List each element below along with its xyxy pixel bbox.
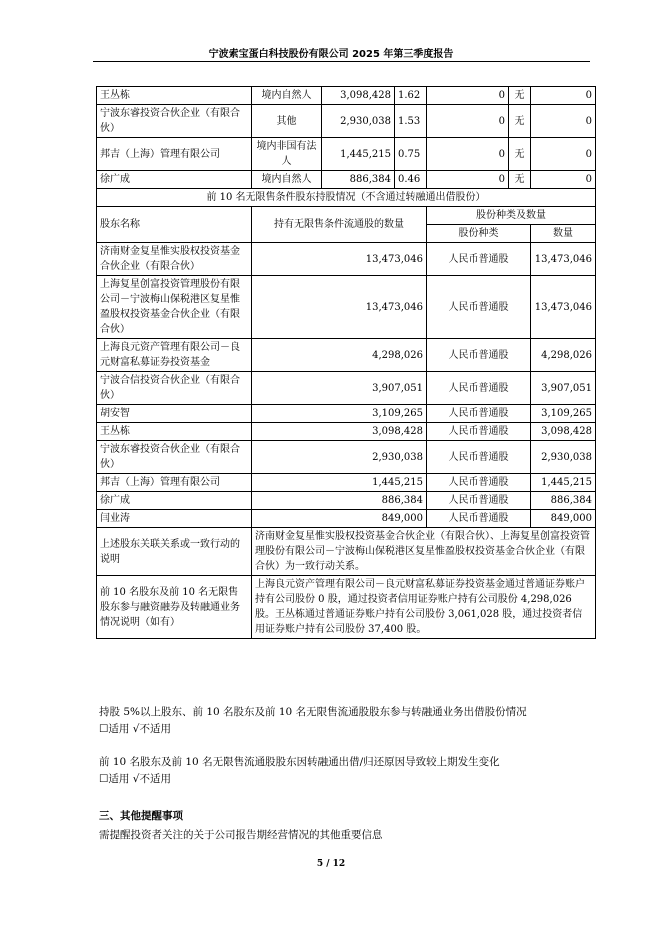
holder-name: 宁波东睿投资合伙企业（有限合伙） bbox=[97, 441, 252, 474]
share-type: 人民币普通股 bbox=[427, 405, 531, 423]
unrestricted-qty: 13,473,046 bbox=[252, 276, 427, 339]
share-type: 人民币普通股 bbox=[427, 276, 531, 339]
section-text: 需提醒投资者关注的关于公司报告期经营情况的其他重要信息 bbox=[99, 829, 383, 841]
holder-shares: 3,098,428 bbox=[322, 87, 395, 105]
holder-name: 上海复星创富投资管理股份有限公司－宁波梅山保税港区复星惟盈股权投资基金合伙企业（有限合伙） bbox=[97, 276, 252, 339]
share-qty: 4,298,026 bbox=[531, 339, 596, 372]
unrestricted-qty: 2,930,038 bbox=[252, 441, 427, 474]
unrestricted-section-title: 前 10 名无限售条件股东持股情况（不含通过转融通出借股份） bbox=[97, 189, 596, 207]
unrestricted-qty: 13,473,046 bbox=[252, 243, 427, 276]
table-row bbox=[97, 528, 596, 576]
holder-shares: 886,384 bbox=[322, 171, 395, 189]
unrestricted-qty: 3,109,265 bbox=[252, 405, 427, 423]
share-qty: 3,907,051 bbox=[531, 372, 596, 405]
unrestricted-qty: 886,384 bbox=[252, 492, 427, 510]
pledge-status: 无 bbox=[509, 171, 531, 189]
holder-nature: 其他 bbox=[252, 105, 322, 138]
note-text: 上海良元资产管理有限公司－良元财富私募证券投资基金通过普通证券账户持有公司股份 0 股，通过投资者信用证券账户持有公司股份 4,298,026 股。王丛栋通过普通证券账户持有公司股份 3,061,028 股，通过投资者信用证券账户持有公司股份 37,400 股。 bbox=[252, 576, 596, 639]
table-row bbox=[97, 423, 596, 441]
shareholder-table bbox=[96, 86, 596, 639]
unrestricted-qty: 3,907,051 bbox=[252, 372, 427, 405]
table-row bbox=[97, 474, 596, 492]
col-header-holder: 股东名称 bbox=[97, 207, 252, 243]
table-row bbox=[97, 105, 596, 138]
holder-name: 闫业涛 bbox=[97, 510, 252, 528]
unrestricted-qty: 849,000 bbox=[252, 510, 427, 528]
note-text: 济南财金复星惟实股权投资基金合伙企业（有限合伙）、上海复星创富投资管理股份有限公司－宁波梅山保税港区复星惟盈股权投资基金合伙企业（有限合伙）为一致行动关系。 bbox=[252, 528, 596, 576]
table-row bbox=[97, 243, 596, 276]
page-number: 5 / 12 bbox=[316, 859, 346, 869]
restricted-shares: 0 bbox=[427, 105, 509, 138]
pledge-qty: 0 bbox=[531, 105, 596, 138]
holder-ratio: 0.46 bbox=[395, 171, 427, 189]
share-type: 人民币普通股 bbox=[427, 372, 531, 405]
share-qty: 2,930,038 bbox=[531, 441, 596, 474]
table-row bbox=[97, 405, 596, 423]
unrestricted-qty: 1,445,215 bbox=[252, 474, 427, 492]
share-qty: 3,098,428 bbox=[531, 423, 596, 441]
share-type: 人民币普通股 bbox=[427, 423, 531, 441]
share-type: 人民币普通股 bbox=[427, 441, 531, 474]
share-qty: 13,473,046 bbox=[531, 243, 596, 276]
share-qty: 886,384 bbox=[531, 492, 596, 510]
table-row bbox=[97, 87, 596, 105]
lending-disclosure-text: 持股 5%以上股东、前 10 名股东及前 10 名无限售流通股股东参与转融通业务出借股份情况 bbox=[99, 706, 527, 718]
table-row bbox=[97, 171, 596, 189]
restricted-shares: 0 bbox=[427, 171, 509, 189]
share-qty: 849,000 bbox=[531, 510, 596, 528]
holder-ratio: 1.53 bbox=[395, 105, 427, 138]
table-row bbox=[97, 441, 596, 474]
holder-nature: 境内自然人 bbox=[252, 87, 322, 105]
table-row bbox=[97, 372, 596, 405]
holder-shares: 2,930,038 bbox=[322, 105, 395, 138]
holder-ratio: 0.75 bbox=[395, 138, 427, 171]
holder-name: 济南财金复星惟实股权投资基金合伙企业（有限合伙） bbox=[97, 243, 252, 276]
lending-change-options: ☐适用 √不适用 bbox=[99, 773, 171, 785]
holder-name: 邦吉（上海）管理有限公司 bbox=[97, 138, 252, 171]
lending-disclosure-options: ☐适用 √不适用 bbox=[99, 723, 171, 735]
lending-disclosure bbox=[99, 704, 594, 738]
pledge-status: 无 bbox=[509, 105, 531, 138]
col-header-share-type-qty: 股份种类及数量 bbox=[427, 207, 596, 225]
holder-ratio: 1.62 bbox=[395, 87, 427, 105]
lending-change-disclosure bbox=[99, 754, 594, 788]
other-reminders-section bbox=[99, 808, 594, 844]
holder-shares: 1,445,215 bbox=[322, 138, 395, 171]
note-label: 上述股东关联关系或一致行动的说明 bbox=[97, 528, 252, 576]
holder-name: 王丛栋 bbox=[97, 423, 252, 441]
table-row bbox=[97, 492, 596, 510]
holder-name: 宁波合信投资合伙企业（有限合伙） bbox=[97, 372, 252, 405]
share-type: 人民币普通股 bbox=[427, 339, 531, 372]
table-row bbox=[97, 339, 596, 372]
header-divider bbox=[93, 61, 590, 62]
pledge-status: 无 bbox=[509, 138, 531, 171]
report-header-title: 宁波索宝蛋白科技股份有限公司 2025 年第三季度报告 bbox=[208, 49, 454, 60]
share-qty: 1,445,215 bbox=[531, 474, 596, 492]
lending-change-text: 前 10 名股东及前 10 名无限售流通股股东因转融通出借/归还原因导致较上期发生变化 bbox=[99, 756, 500, 768]
share-type: 人民币普通股 bbox=[427, 243, 531, 276]
holder-name: 宁波东睿投资合伙企业（有限合伙） bbox=[97, 105, 252, 138]
pledge-qty: 0 bbox=[531, 171, 596, 189]
col-header-share-type: 股份种类 bbox=[427, 225, 531, 243]
holder-name: 徐广成 bbox=[97, 492, 252, 510]
col-header-qty: 数量 bbox=[531, 225, 596, 243]
restricted-shares: 0 bbox=[427, 87, 509, 105]
share-type: 人民币普通股 bbox=[427, 474, 531, 492]
holder-nature: 境内自然人 bbox=[252, 171, 322, 189]
holder-name: 邦吉（上海）管理有限公司 bbox=[97, 474, 252, 492]
table-row bbox=[97, 276, 596, 339]
table-row bbox=[97, 510, 596, 528]
unrestricted-qty: 4,298,026 bbox=[252, 339, 427, 372]
share-type: 人民币普通股 bbox=[427, 492, 531, 510]
holder-name: 王丛栋 bbox=[97, 87, 252, 105]
holder-nature: 境内非国有法人 bbox=[252, 138, 322, 171]
restricted-shares: 0 bbox=[427, 138, 509, 171]
pledge-status: 无 bbox=[509, 87, 531, 105]
table-row bbox=[97, 138, 596, 171]
table-row bbox=[97, 576, 596, 639]
share-qty: 13,473,046 bbox=[531, 276, 596, 339]
note-label: 前 10 名股东及前 10 名无限售股东参与融资融券及转融通业务情况说明（如有） bbox=[97, 576, 252, 639]
table-header-row bbox=[97, 207, 596, 225]
pledge-qty: 0 bbox=[531, 87, 596, 105]
holder-name: 胡安智 bbox=[97, 405, 252, 423]
section-title: 三、其他提醒事项 bbox=[99, 810, 183, 822]
holder-name: 上海良元资产管理有限公司－良元财富私募证券投资基金 bbox=[97, 339, 252, 372]
holder-name: 徐广成 bbox=[97, 171, 252, 189]
table-section-header bbox=[97, 189, 596, 207]
pledge-qty: 0 bbox=[531, 138, 596, 171]
unrestricted-qty: 3,098,428 bbox=[252, 423, 427, 441]
col-header-unrestricted-qty: 持有无限售条件流通股的数量 bbox=[252, 207, 427, 243]
share-type: 人民币普通股 bbox=[427, 510, 531, 528]
share-qty: 3,109,265 bbox=[531, 405, 596, 423]
